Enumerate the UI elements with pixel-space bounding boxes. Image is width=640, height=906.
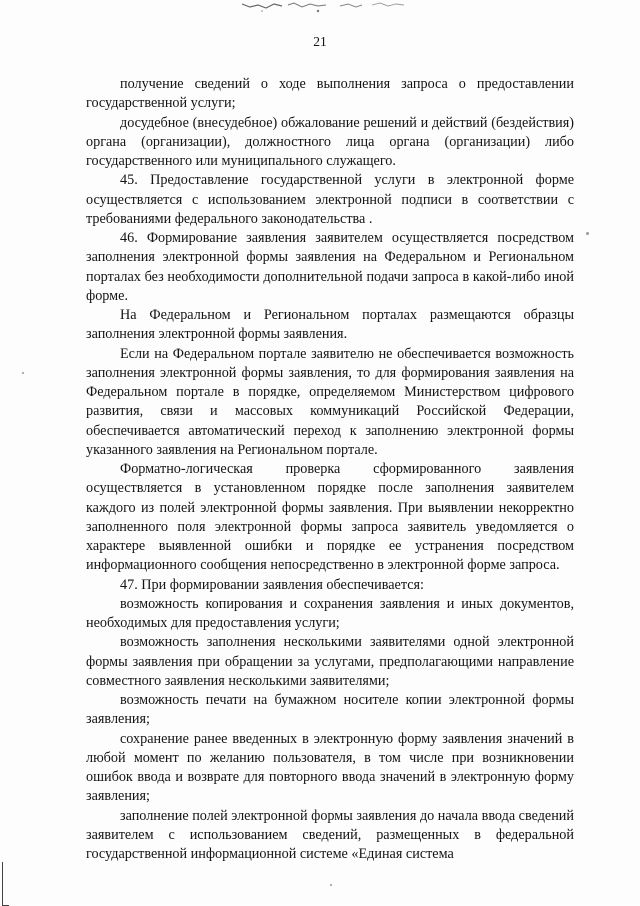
scan-speck (22, 372, 24, 374)
paragraph: Форматно-логическая проверка сформированного заявления осуществляется в установленном порядке после заполнения заявителем каждого из полей электронной формы заявления. При выявлении некорректно заполненного поля электронной формы запроса заявитель уведомляется о характере выявленной ошибки и порядке ее устранения посредством информационного сообщения непосредственно в электронной форме запроса. (86, 461, 574, 574)
paragraph: получение сведений о ходе выполнения запроса о предоставлении государственной услуги; (86, 76, 574, 112)
paragraph: 47. При формировании заявления обеспечивается: (120, 576, 424, 593)
paragraph: досудебное (внесудебное) обжалование решений и действий (бездействия) органа (организации), должностного лица органа (организации) либо государственного или муниципального служащего. (86, 114, 574, 169)
paragraph: возможность заполнения несколькими заявителями одной электронной формы заявления при обращении за услугами, предполагающими направление совместного заявления несколькими заявителями; (86, 634, 574, 689)
paragraph: возможность копирования и сохранения заявления и иных документов, необходимых для предоставления услуги; (86, 595, 574, 631)
scan-artifact-top (222, 0, 412, 14)
paragraph: Если на Федеральном портале заявителю не обеспечивается возможность заполнения электронной формы заявления, то для формирования заявления на Федеральном портале в порядке, определяемом Министерством цифрового развития, связи и массовых коммуникаций Российской Федерации, обеспечивается автоматический переход к заполнению электронной формы указанного заявления на Региональном портале. (86, 345, 574, 458)
scan-corner-mark (2, 862, 9, 906)
scan-speck (330, 884, 332, 886)
paragraph: На Федеральном и Региональном порталах размещаются образцы заполнения электронной формы заявления. (86, 307, 574, 343)
paragraph: сохранение ранее введенных в электронную форму заявления значений в любой момент по желанию пользователя, в том числе при возникновении ошибок ввода и возврате для повторного ввода значений в электронную форму заявления; (86, 730, 574, 805)
scan-speck (586, 232, 589, 235)
document-body (86, 75, 574, 864)
paragraph: 46. Формирование заявления заявителем осуществляется посредством заполнения электронной формы заявления на Федеральном и Региональном порталах без необходимости дополнительной подачи запроса в какой-либо иной форме. (86, 230, 574, 304)
paragraph: заполнение полей электронной формы заявления до начала ввода сведений заявителем с использованием сведений, размещенных в федеральной государственной информационной системе «Единая система (86, 807, 574, 862)
page-number: 21 (313, 34, 327, 49)
paragraph: возможность печати на бумажном носителе копии электронной формы заявления; (86, 692, 574, 728)
paragraph: 45. Предоставление государственной услуги в электронной форме осуществляется с использованием электронной подписи в соответствии с требованиями федерального законодательства . (86, 172, 574, 227)
